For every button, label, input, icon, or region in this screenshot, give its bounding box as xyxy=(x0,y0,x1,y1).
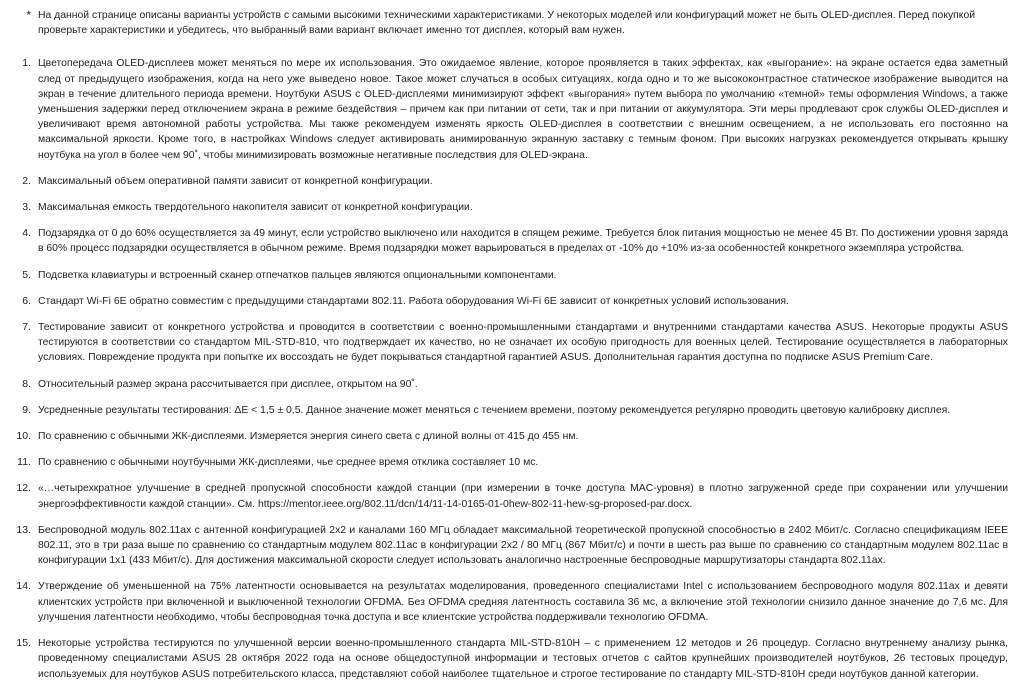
footnote-marker: 6. xyxy=(22,294,31,307)
footnote-text: Относительный размер экрана рассчитывается при дисплее, открытом на 90˚. xyxy=(38,378,418,390)
footnote-item-14 xyxy=(14,579,1008,625)
footnote-marker: 3. xyxy=(22,201,31,214)
footnote-marker: 2. xyxy=(22,174,31,187)
footnote-text: «…четырехкратное улучшение в средней пропускной способности каждой станции (при измерении в точке доступа MAC-уровня) в плотно загруженной среде при сохранении или улучшении энергоэффективности каждой станции». См. https://mentor.ieee.org/802.11/dcn/14/11-14-0165-01-0hew-802-11-hew-sg-proposed-par.docx. xyxy=(38,483,1008,510)
footnote-marker: 13. xyxy=(16,523,31,536)
footnote-item-15 xyxy=(14,636,1008,682)
footnote-text: Максимальная емкость твердотельного накопителя зависит от конкретной конфигурации. xyxy=(38,202,473,214)
footnote-item-5 xyxy=(14,268,1008,283)
footnote-marker: 4. xyxy=(22,227,31,240)
footnote-marker: 11. xyxy=(17,456,31,469)
footnote-item-12 xyxy=(14,481,1008,511)
footnote-item-4 xyxy=(14,226,1008,256)
footnote-marker: 15. xyxy=(16,637,31,650)
footnote-text: Стандарт Wi-Fi 6E обратно совместим с предыдущими стандартами 802.11. Работа оборудования Wi-Fi 6E зависит от конкретных условий использования. xyxy=(38,295,789,307)
footnote-text: Подзарядка от 0 до 60% осуществляется за 49 минут, если устройство выключено или находится в спящем режиме. Требуется блок питания мощностью не менее 45 Вт. По достижении уровня заряда в 60% процесс подзарядки осуществляется в обычном режиме. Время подзарядки может варьироваться в пределах от -10% до +10% из-за особенностей конкретного экземпляра устройства. xyxy=(38,228,1008,255)
footnote-text: Максимальный объем оперативной памяти зависит от конкретной конфигурации. xyxy=(38,175,433,187)
footnote-item-9 xyxy=(14,403,1008,418)
footnote-item-13 xyxy=(14,523,1008,569)
footnote-marker: 14. xyxy=(16,580,31,593)
footnote-text: Беспроводной модуль 802.11ax с антенной конфигурацией 2x2 и каналами 160 МГц обладает максимальной теоретической пропускной способностью в 2402 Мбит/с. Согласно спецификациям IEEE 802.11, это в три раза выше по сравнению со стандартным модулем 802.11ac в конфигурации 2x2 / 80 МГц (867 Мбит/с) и почти в шесть раз выше по сравнению со стандартным модулем 802.11ac в конфигурации 1x1 (433 Мбит/с). Для достижения максимальной скорости следует использовать аналогично настроенные беспроводные маршрутизаторы стандарта 802.11ax. xyxy=(38,524,1008,567)
footnote-text: По сравнению с обычными ноутбучными ЖК-дисплеями, чье среднее время отклика составляет 10 мс. xyxy=(38,457,539,469)
footnote-marker: 8. xyxy=(22,377,31,390)
footnote-marker: 7. xyxy=(22,321,31,334)
footnote-text: Некоторые устройства тестируются по улучшенной версии военно-промышленного стандарта MIL-STD-810H – с применением 12 методов и 26 процедур. Согласно внутреннему анализу рынка, проведенному специалистами ASUS 28 октября 2022 года на основе общедоступной информации и тестовых отчетов с сайтов крупнейших производителей ноутбуков, 26 тестовых процедур, используемых для ноутбуков ASUS потребительского класса, представляют собой наиболее тщательное и строгое тестирование по стандарту MIL-STD-810H среди ноутбуков данной категории. xyxy=(38,638,1008,680)
footnote-marker: 10. xyxy=(16,430,31,443)
footnote-text: Подсветка клавиатуры и встроенный сканер отпечатков пальцев являются опциональными компонентами. xyxy=(38,269,557,281)
footnote-intro xyxy=(14,8,1008,38)
footnote-intro-text: На данной странице описаны варианты устройств с самыми высокими техническими характеристиками. У некоторых моделей или конфигураций может не быть OLED-дисплея. Перед покупкой проверьте характеристики и убедитесь, что выбранный вами вариант включает именно тот дисплея, который вам нужен. xyxy=(38,10,976,37)
footnote-marker: 1. xyxy=(22,57,31,70)
footnote-text: Тестирование зависит от конкретного устройства и проводится в соответствии с военно-промышленными стандартами и внутренними стандартами качества ASUS. Некоторые продукты ASUS тестируются в соответствии со стандартом MIL-STD-810, что подтверждает их качество, но не означает их особую пригодность для военных целей. Тестирование осуществляется в лабораторных условиях. Повреждение продукта при попытке их воссоздать не будет покрываться стандартной гарантией ASUS. Дополнительная гарантия доступна по подписке ASUS Premium Care. xyxy=(38,322,1008,364)
footnote-text: Цветопередача OLED-дисплеев может меняться по мере их использования. Это ожидаемое явление, которое проявляется в таких эффектах, как «выгорание»: на экране остается едва заметный след от предыдущего изображения, когда на него уже выведено новое. Такое может случаться в особых ситуациях, когда одно и то же высококонтрастное статическое изображение выводится на экран в течение длительного периода времени. Ноутбуки ASUS с OLED-дисплеями минимизируют эффект «выгорания» путем выбора по умолчанию «темной» темы оформления Windows, а также уменьшения задержки перед отключением экрана в режиме бездействия – причем как при питании от сети, так и при питании от аккумулятора. Эти меры продлевают срок службы OLED-дисплея и увеличивают время автономной работы устройства. Мы также рекомендуем изменять яркость OLED-дисплея в соответствии с внешним освещением, а не использовать его постоянно на максимальной яркости. Кроме того, в настройках Windows следует активировать анимированную экранную заставку с темным фоном. При высоких нагрузках рекомендуется открывать крышку ноутбука на угол в более чем 90˚, чтобы минимизировать возможные негативные последствия для OLED-экрана. xyxy=(38,58,1008,161)
footnote-text: По сравнению с обычными ЖК-дисплеями. Измеряется энергия синего света с длиной волны от 415 до 455 нм. xyxy=(38,431,579,443)
footnote-item-7 xyxy=(14,320,1008,366)
footnote-list xyxy=(14,56,1008,681)
footnote-item-2 xyxy=(14,174,1008,189)
footnote-item-10 xyxy=(14,429,1008,444)
footnote-item-6 xyxy=(14,294,1008,309)
footnote-item-11 xyxy=(14,455,1008,470)
footnote-marker: 12. xyxy=(16,482,31,495)
footnote-marker: 5. xyxy=(22,268,31,281)
footnote-item-1 xyxy=(14,56,1008,162)
footnote-item-8 xyxy=(14,377,1008,392)
footnote-marker: 9. xyxy=(22,403,31,416)
footnote-marker-asterisk: * xyxy=(26,8,31,22)
footnote-text: Усредненные результаты тестирования: ΔE < 1,5 ± 0,5. Данное значение может меняться с течением времени, поэтому рекомендуется регулярно проводить цветовую калибровку дисплея. xyxy=(38,404,951,416)
footnote-text: Утверждение об уменьшенной на 75% латентности основывается на результатах моделирования, проведенного специалистами Intel с использованием беспроводного модуля 802.11ax и девяти клиентских устройств при включенной и выключенной технологии OFDMA. Без OFDMA средняя латентность составила 36 мс, а включение этой технологии снизило данное значение до 7,6 мс. Для улучшения латентности необходимо, чтобы беспроводная точка доступа и все клиентские устройства поддерживали технологию OFDMA. xyxy=(38,581,1008,623)
footnote-item-3 xyxy=(14,200,1008,215)
